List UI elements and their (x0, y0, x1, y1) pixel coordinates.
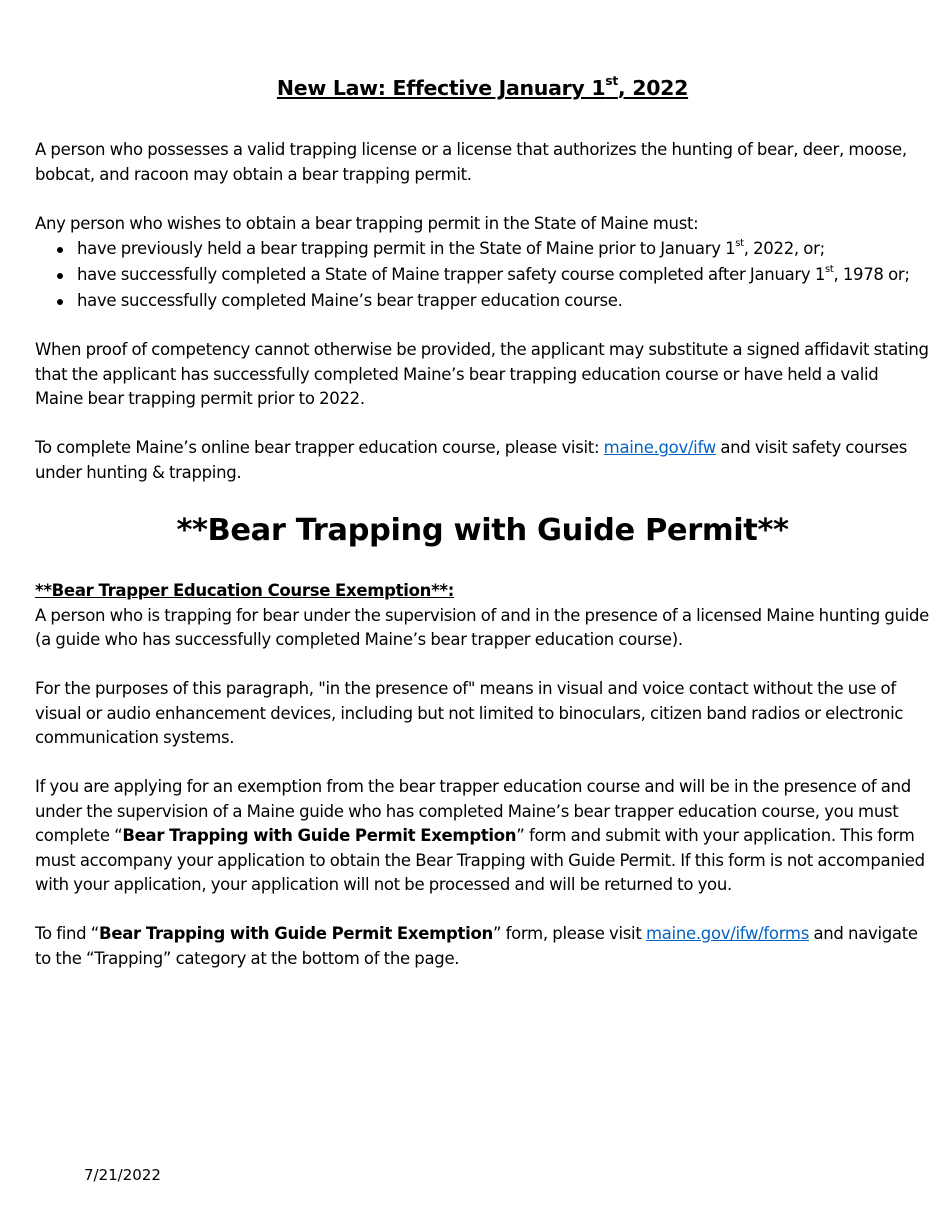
footer-date: 7/21/2022 (84, 1166, 161, 1184)
list-item: have previously held a bear trapping permit in the State of Maine prior to January 1st, 2022, or; (35, 237, 930, 263)
find-form-paragraph: To find “Bear Trapping with Guide Permit Exemption” form, please visit maine.gov/ifw/forms and navigate to the “Trapping” category at the bottom of the page. (35, 924, 918, 968)
list-item: have successfully completed Maine’s bear trapper education course. (35, 289, 930, 315)
bullet-icon (57, 299, 63, 305)
exemption-section (35, 579, 930, 653)
requirements-intro: Any person who wishes to obtain a bear trapping permit in the State of Maine must: (35, 214, 699, 233)
guide-permit-heading: **Bear Trapping with Guide Permit** (176, 513, 789, 548)
exemption-line-1: A person who is trapping for bear under the supervision of and in the presence of a licensed Maine hunting guide (35, 605, 930, 625)
requirements-list (35, 237, 930, 315)
exemption-heading: **Bear Trapper Education Course Exemption**: (35, 581, 455, 600)
ifw-link[interactable]: maine.gov/ifw (603, 438, 716, 457)
online-course-paragraph: To complete Maine’s online bear trapper education course, please visit: maine.gov/ifw and visit safety courses under hunting & trapping. (35, 438, 908, 482)
forms-link[interactable]: maine.gov/ifw/forms (645, 924, 809, 943)
bullet-icon (57, 273, 63, 279)
exemption-form-paragraph: If you are applying for an exemption from the bear trapper education course and will be in the presence of and under the supervision of a Maine guide who has completed Maine’s bear trapper education course, you must complete “Bear Trapping with Guide Permit Exemption” form and submit with your application. This form must accompany your application to obtain the Bear Trapping with Guide Permit. If this form is not accompanied with your application, your application will not be processed and will be returned to you. (35, 777, 925, 894)
bullet-icon (57, 247, 63, 253)
exemption-line-2: (a guide who has successfully completed Maine’s bear trapper education course). (35, 630, 683, 649)
list-item: have successfully completed a State of Maine trapper safety course completed after January 1st, 1978 or; (35, 263, 930, 289)
affidavit-paragraph: When proof of competency cannot otherwise be provided, the applicant may substitute a signed affidavit stating that the applicant has successfully completed Maine’s bear trapping education course or have held a valid Maine bear trapping permit prior to 2022. (35, 340, 929, 408)
presence-definition-paragraph: For the purposes of this paragraph, "in the presence of" means in visual and voice contact without the use of visual or audio enhancement devices, including but not limited to binoculars, citizen band radios or electronic communication systems. (35, 679, 904, 747)
eligibility-paragraph: A person who possesses a valid trapping license or a license that authorizes the hunting of bear, deer, moose, bobcat, and racoon may obtain a bear trapping permit. (35, 140, 907, 184)
page-title: New Law: Effective January 1st, 2022 (276, 74, 689, 100)
